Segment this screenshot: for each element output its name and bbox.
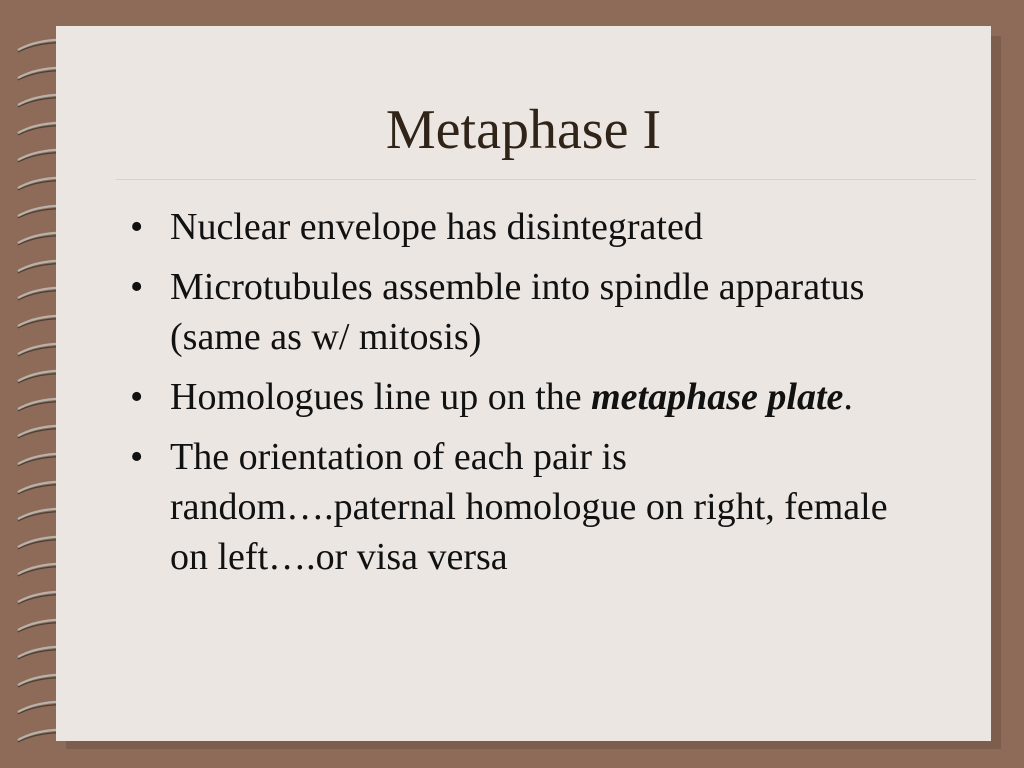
bullet-item <box>130 432 910 582</box>
bullet-item <box>130 262 910 362</box>
title-divider <box>116 179 976 180</box>
bullet-text: Nuclear envelope has disintegrated <box>170 206 703 248</box>
bullet-item <box>130 202 910 252</box>
bullet-text: The orientation of each pair is random….paternal homologue on right, female on left….or visa versa <box>170 436 888 578</box>
bullet-item <box>130 372 910 422</box>
bullet-icon: • <box>130 206 144 248</box>
bullet-list <box>130 202 910 592</box>
bullet-emphasis: metaphase plate <box>591 376 844 418</box>
bullet-icon: • <box>130 376 144 418</box>
bullet-text: Microtubules assemble into spindle apparatus (same as w/ mitosis) <box>170 266 865 358</box>
bullet-icon: • <box>130 436 144 478</box>
slide-title: Metaphase I <box>385 99 662 161</box>
bullet-text: . <box>843 376 853 418</box>
bullet-icon: • <box>130 266 144 308</box>
slide-page <box>56 26 991 741</box>
bullet-text: Homologues line up on the <box>170 376 592 418</box>
